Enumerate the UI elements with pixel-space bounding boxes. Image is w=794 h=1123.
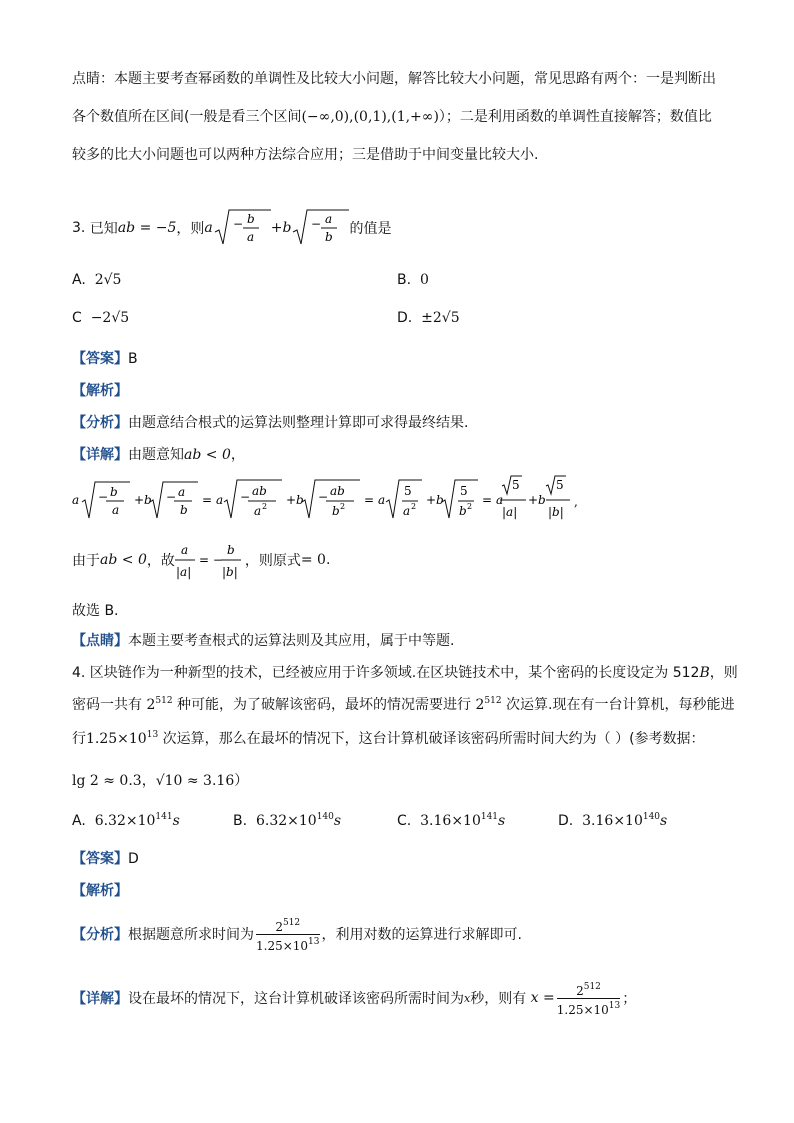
svg-text:5: 5	[556, 478, 564, 492]
q3-expression: a − b a +b − a b	[204, 208, 349, 248]
svg-text:|b|: |b|	[221, 565, 238, 579]
q4-fenxi-fraction: $\frac{2^{512}}{1.25\times 10^{13}}$	[256, 917, 320, 953]
svg-text:ab: ab	[330, 484, 345, 498]
svg-text:=: =	[202, 493, 213, 507]
svg-text:2: 2	[411, 502, 417, 511]
formula-image	[72, 474, 532, 524]
q4-option-b: B. $6.32\times 10^{140}s$	[233, 812, 342, 829]
svg-text:−: −	[311, 217, 322, 231]
dianjing-line-2-b: ）；二是利用函数的单调性直接解答；数值比	[438, 109, 712, 125]
svg-text:|a|: |a|	[175, 565, 192, 579]
svg-text:+b: +b	[426, 493, 444, 507]
q3-derivation-formula	[72, 474, 532, 528]
dianjing-line-3: 较多的比大小问题也可以两种方法综合应用；三是借助于中间变量比较大小.	[72, 147, 539, 163]
svg-text:+b: +b	[286, 493, 304, 507]
svg-text:b: b	[226, 543, 235, 557]
interval-list: (−∞,0),(0,1),(1,+∞)	[301, 109, 439, 125]
svg-text:+b: +b	[134, 493, 152, 507]
q3-option-a: A. 2√5	[72, 272, 122, 288]
svg-text:ab: ab	[252, 484, 267, 498]
svg-text:a: a	[496, 493, 504, 507]
svg-text:−: −	[232, 217, 243, 231]
q4-fenxi: 【分析】 根据题意所求时间为 $\frac{2^{512}}{1.25\times 10^{13}}$ ，利用对数的运算进行求解即可.	[72, 917, 522, 953]
q3-stem-a: 已知	[89, 221, 118, 237]
svg-text:a: a	[246, 230, 254, 244]
q3-option-b: B. 0	[397, 272, 429, 288]
svg-text:a: a	[325, 212, 333, 226]
svg-text:5: 5	[460, 484, 468, 498]
q3-analysis-tag: 【解析】	[72, 383, 128, 399]
svg-text:2: 2	[467, 502, 473, 511]
q4-line-2: 密码一共有 $2^{512}$ 种可能，为了破解该密码，最坏的情况需要进行 $2^{512}$ 次运算.现在有一台计算机，每秒能进	[72, 696, 735, 713]
svg-text:5: 5	[512, 478, 520, 492]
sqrt-icon	[291, 208, 349, 248]
svg-text:a: a	[180, 543, 189, 557]
svg-text:|a|: |a|	[502, 505, 518, 519]
q3-dianjing: 【点睛】本题主要考查根式的运算法则及其应用，属于中等题.	[72, 633, 455, 649]
svg-text:b: b	[246, 212, 255, 226]
svg-text:2: 2	[262, 502, 268, 511]
svg-text:b: b	[332, 504, 340, 518]
svg-text:+b: +b	[528, 493, 546, 507]
q3-option-c: C −2√5	[72, 310, 130, 326]
svg-text:2: 2	[340, 502, 346, 511]
svg-text:5: 5	[404, 484, 412, 498]
svg-text:a: a	[403, 504, 411, 518]
svg-text:−: −	[318, 490, 329, 504]
q3-fenxi: 【分析】由题意结合根式的运算法则整理计算即可求得最终结果.	[72, 415, 469, 431]
svg-text:a: a	[378, 493, 386, 507]
svg-text:a: a	[254, 504, 262, 518]
dianjing-line-1: 点睛：本题主要考查幂函数的单调性及比较大小问题，解答比较大小问题，常见思路有两个：一是判断出	[72, 71, 716, 87]
svg-text:|b|: |b|	[548, 505, 564, 519]
q3-guxuan: 故选 B.	[72, 603, 119, 619]
svg-text:b: b	[459, 504, 467, 518]
svg-text:a: a	[72, 493, 80, 507]
formula-image	[175, 538, 245, 582]
q4-xiangjie-fraction: $\frac{2^{512}}{1.25\times 10^{13}}$	[556, 981, 621, 1017]
q4-option-d: D. $3.16\times 10^{140}s$	[558, 812, 668, 829]
q3-stem-b: ，则	[176, 221, 205, 237]
q4-line-1: 4. 区块链作为一种新型的技术，已经被应用于许多领域.在区块链技术中，某个密码的长度设定为 512B，则	[72, 665, 738, 681]
svg-text:=: =	[482, 493, 493, 507]
svg-text:,: ,	[574, 495, 578, 509]
dianjing-line-2-a: 各个数值所在区间(一般是看三个区间	[72, 109, 302, 125]
svg-text:= −: = −	[198, 553, 223, 567]
q3-xiangjie: 【详解】由题意知ab < 0，	[72, 447, 245, 463]
svg-text:−: −	[240, 490, 251, 504]
q4-option-c: C. $3.16\times 10^{141}s$	[397, 812, 506, 829]
q4-option-a: A. $6.32\times 10^{141}s$	[72, 812, 180, 829]
svg-text:a: a	[216, 493, 224, 507]
svg-text:b: b	[325, 230, 334, 244]
q3-condition: ab = −5	[117, 220, 177, 236]
svg-text:b: b	[180, 503, 188, 517]
q4-analysis-tag: 【解析】	[72, 883, 128, 899]
q4-line-4: lg 2 ≈ 0.3，√10 ≈ 3.16）	[72, 773, 249, 789]
svg-text:−: −	[98, 490, 109, 504]
svg-text:b: b	[110, 485, 118, 499]
svg-text:a: a	[178, 485, 186, 499]
q3-stem-c: 的值是	[349, 221, 392, 237]
sqrt-icon	[213, 208, 271, 248]
q4-xiangjie: 【详解】 设在最坏的情况下，这台计算机破译该密码所需时间为 x 秒，则有 x = $\frac{2^{512}}{1.25\times 10^{13}}$ ；	[72, 981, 637, 1017]
q4-answer: 【答案】D	[72, 851, 139, 867]
dianjing-line-2	[72, 106, 712, 126]
formula-image	[546, 474, 586, 524]
svg-text:−: −	[166, 490, 177, 504]
q3-answer: 【答案】B	[72, 351, 138, 367]
q3-number: 3.	[72, 220, 86, 236]
q3-derivation-end	[546, 474, 586, 528]
q3-stem	[72, 208, 391, 248]
q3-option-d: D. ±2√5	[397, 310, 460, 326]
svg-text:a: a	[112, 503, 120, 517]
q3-since-line: 由于 ab < 0 ，故 a |a| = − b |b| ，则原式 = 0 .	[72, 538, 330, 582]
svg-text:=: =	[364, 493, 375, 507]
q4-line-3: 行$1.25\times 10^{13}$ 次运算，那么在最坏的情况下，这台计算机破译该密码所需时间大约为（ ）(参考数据：	[72, 730, 705, 747]
